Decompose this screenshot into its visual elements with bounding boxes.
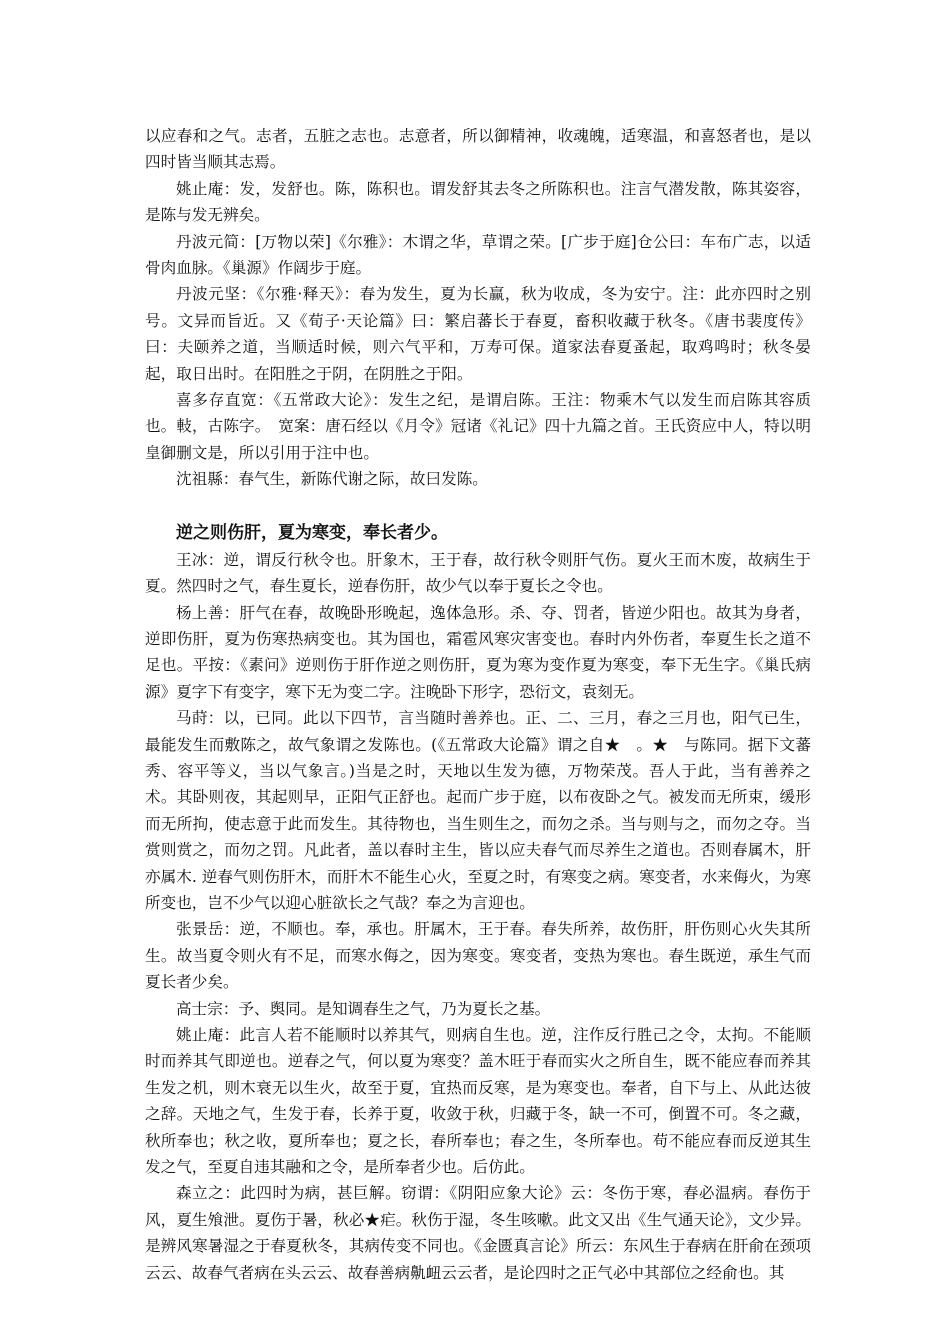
paragraph-gao-shizong: 高士宗：予、舆同。是知调春生之气，乃为夏长之基。 — [176, 999, 551, 1018]
paragraph-sen-lizhi: 森立之：此四时为病，甚巨解。窃谓：《阴阳应象大论》云：冬伤于寒，春必温病。春伤于风，夏生飧泄。夏伤于暑，秋必★疟。秋伤于湿，冬生咳嗽。此文又出《生气通天论》，文少异。是辨风寒暑湿之于春夏秋冬，其病传变不同也。《金匮真言论》所云：东风生于春病在肝俞在颈项云云、故春气者病在头云云、故春善病鼽衄云云者，是论四时之正气必中其部位之经俞也。其 — [145, 1184, 811, 1282]
paragraph-shen-zuxu: 沈祖縣：春气生，新陈代谢之际，故曰发陈。 — [176, 470, 488, 489]
document-body — [145, 123, 811, 1286]
paragraph-yao-zhian-2: 姚止庵：此言人若不能顺时以养其气，则病自生也。逆，注作反行胜己之令，太拘。不能顺时而养其气即逆也。逆春之气，何以夏为寒变？盖木旺于春而实火之所自生，既不能应春而养其生发之机，则木衰无以生火，故至于夏，宜热而反寒，是为寒变也。奉者，自下与上、从此达彼之辞。天地之气，生发于春，长养于夏，收敛于秋，归藏于冬，缺一不可，倒置不可。冬之藏，秋所奉也；秋之收，夏所奉也；夏之长，春所奉也；春之生，冬所奉也。苟不能应春而反逆其生发之气，至夏自违其融和之令，是所奉者少也。后仿此。 — [145, 1026, 811, 1177]
paragraph-danbo-yuanjian-2: 丹波元坚：《尔雅·释天》：春为发生，夏为长赢，秋为收成，冬为安宁。注：此亦四时之别号。文异而旨近。又《荀子·天论篇》曰：繁启蕃长于春夏，畜积收藏于秋冬。《唐书裴度传》曰：夫颐养之道，当顺适时候，则六气平和，万寿可保。道家法春夏蚤起，取鸡鸣时；秋冬晏起，取日出时。在阳胜之于阴，在阴胜之于阳。 — [145, 285, 811, 383]
paragraph-yang-shangshan: 杨上善：肝气在春，故晚卧形晚起，逸体急形。杀、夺、罚者，皆逆少阳也。故其为身者，逆即伤肝，夏为伤寒热病变也。其为国也，霜雹风寒灾害变也。春时内外伤者，奉夏生长之道不足也。平按：《素问》逆则伤于肝作逆之则伤肝，夏为寒为变作夏为寒变，奉下无生字。《巢氏病源》夏字下有变字，寒下无为变二字。注晚卧下形字，恐衍文，袁刻无。 — [145, 603, 811, 701]
paragraph-danbo-yuanjian: 丹波元简：[万物以荣]《尔雅》：木谓之华，草谓之荣。[广步于庭]仓公曰：车布广志，以适骨肉血脉。《巢源》作阔步于庭。 — [145, 232, 811, 278]
section-spacer — [145, 493, 811, 520]
paragraph-ma-shi: 马莳：以，已同。此以下四节，言当随时善养也。正、二、三月，春之三月也，阳气已生，最能发生而敷陈之，故气象谓之发陈也。(《五常政大论篇》谓之自★ 。★ 与陈同。据下文蕃秀、容平等义，当以气象言。)当是之时，天地以生发为德，万物荣茂。吾人于此，当有善养之术。其卧则夜，其起则早，正阳气正舒也。起而广步于庭，以布夜卧之气。被发而无所束，缓形而无所拘，使志意于此而发生。其待物也，当生则生之，而勿之杀。当与则与之，而勿之夺。当赏则赏之，而勿之罚。凡此者，盖以春时主生，皆以应夫春气而尽养生之道也。否则春属木，肝亦属木. 逆春气则伤肝木，而肝木不能生心火，至夏之时，有寒变之病。寒变者，水来侮火，为寒所变也，岂不少气以迎心脏欲长之气哉？奉之为言迎也。 — [145, 709, 811, 912]
section-heading: 逆之则伤肝，夏为寒变，奉长者少。 — [176, 522, 448, 543]
paragraph-zhang-jingyue: 张景岳：逆，不顺也。奉，承也。肝属木，王于春。春失所养，故伤肝，肝伤则心火失其所生。故当夏令则火有不足，而寒水侮之，因为寒变。寒变者，变热为寒也。春生既逆，承生气而夏长者少矣。 — [145, 920, 811, 992]
paragraph-continuation: 以应春和之气。志者，五脏之志也。志意者，所以御精神，收魂魄，适寒温，和喜怒者也，是以四时皆当顺其志焉。 — [145, 127, 811, 172]
paragraph-xiduo-cunzhi: 喜多存直宽：《五常政大论》：发生之纪，是谓启陈。王注：物乘木气以发生而启陈其容质也。軙，古陈字。 宽案：唐石经以《月令》冠诸《礼记》四十九篇之首。王氏资应中人，特以明皇御删文是，所以引用于注中也。 — [145, 391, 811, 462]
paragraph-wang-bing: 王冰：逆，谓反行秋令也。肝象木，王于春，故行秋令则肝气伤。夏火王而木废，故病生于夏。然四时之气，春生夏长，逆春伤肝，故少气以奉于夏长之令也。 — [145, 550, 811, 596]
paragraph-yao-zhian: 姚止庵：发，发舒也。陈，陈积也。谓发舒其去冬之所陈积也。注言气潜发散，陈其姿容，是陈与发无辨矣。 — [145, 179, 811, 225]
